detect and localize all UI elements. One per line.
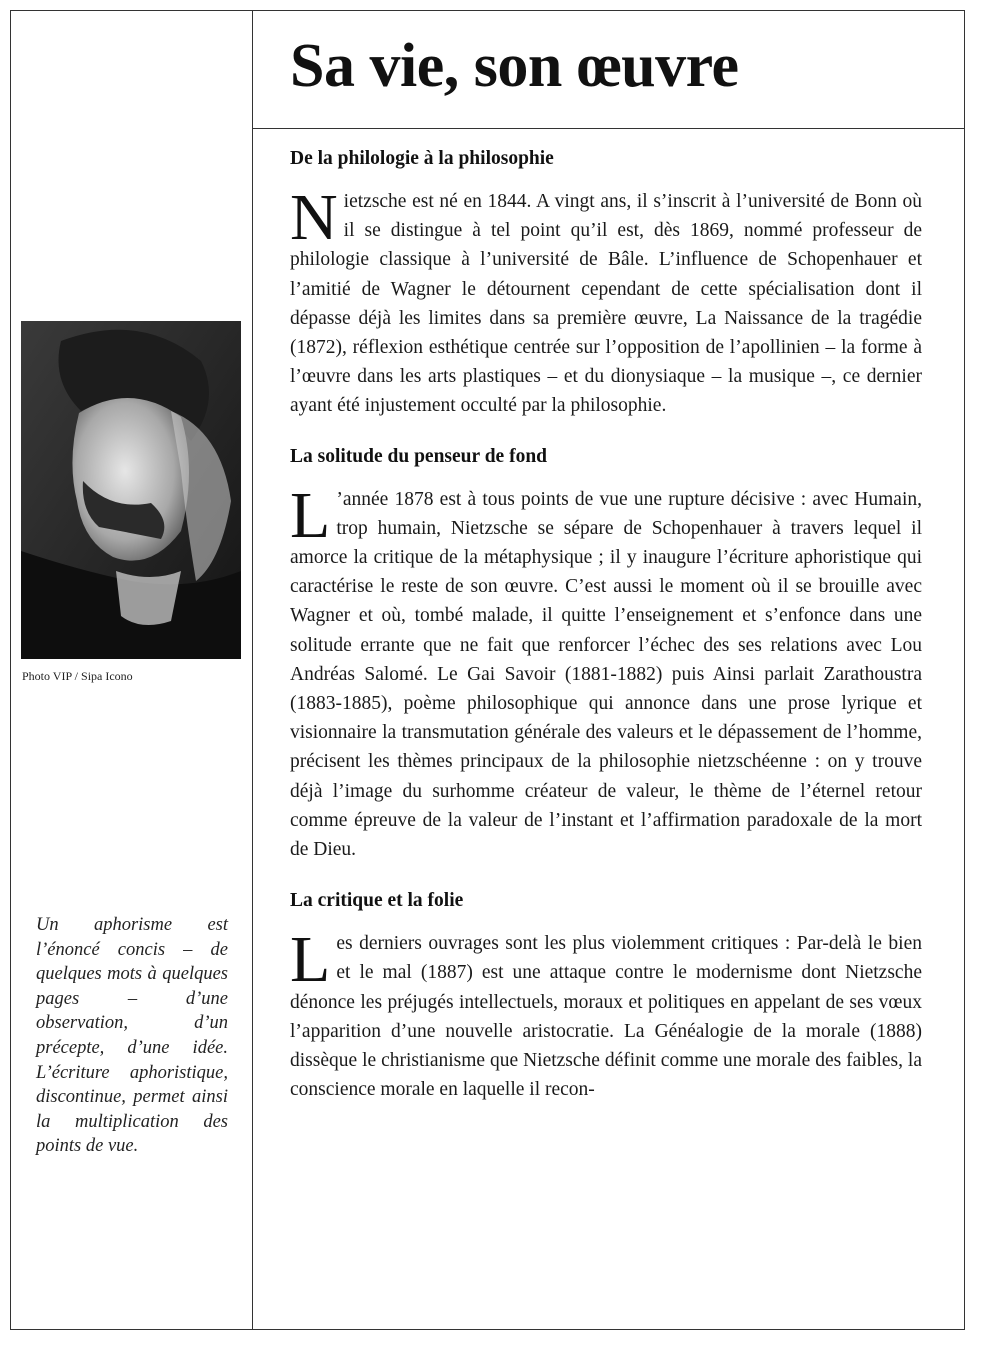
- section-heading: La solitude du penseur de fond: [290, 445, 548, 467]
- sidebar-note: Un aphorisme est l’énoncé concis – de quelques mots à quelques pages – d’une observation, d’un précepte, d’une idée. L’écriture aphoristique, discontinue, permet ainsi la multiplication des points de vue.: [36, 915, 228, 1157]
- body-text: ’année 1878 est à tous points de vue une rupture décisive : avec Humain, trop humain, Nietzsche se sépare de Schopenhauer à travers lequel il amorce la critique de la métaphysique ; il y inaugure l’écriture aphoristique qui caractérise le reste de son œuvre. C’est aussi le moment où il se brouille avec Wagner et où, tombé malade, il quitte l’enseignement et s’enfonce dans une solitude errante que ne fait que renforcer l’échec des ses relations avec Lou Andréas Salomé. Le Gai Savoir (1881-1882) puis Ainsi parlait Zarathoustra (1883-1885), poème philosophique qui annonce dans une prose lyrique et visionnaire la transmutation générale des valeurs et le dépassement de l’homme, précisent les thèmes principaux de la philosophie nietzschéenne : on y trouve déjà l’image du surhomme créateur de valeur, le thème de l’éternel retour comme épreuve de la valeur de l’instant et l’affirmation paradoxale de la mort de Dieu.: [290, 488, 922, 861]
- dropcap: L: [290, 478, 331, 552]
- photo-credit: Photo VIP / Sipa Icono: [22, 669, 133, 683]
- portrait-photo: [21, 321, 241, 659]
- body-text: ietzsche est né en 1844. A vingt ans, il s’inscrit à l’université de Bonn où il se distingue à tel point qu’il est, dès 1869, nommé professeur de philologie classique à l’université de Bâle. L’influence de Schopenhauer et l’amitié de Wagner le détournent cependant de cette spécialisation dont il dépasse déjà les limites dans sa première œuvre, La Naissance de la tragédie (1872), réflexion esthétique centrée sur l’opposition de l’apollinien – la forme à l’œuvre dans les arts plastiques – et du dionysiaque – la musique –, ce dernier ayant été injustement occulté par la philosophie.: [290, 191, 922, 417]
- section-body: [290, 478, 922, 865]
- page-title: Sa vie, son œuvre: [290, 32, 739, 100]
- section-heading: De la philologie à la philosophie: [290, 148, 554, 169]
- body-text: es derniers ouvrages sont les plus violemment critiques : Par-delà le bien et le mal (1887) est une attaque contre le modernisme dont Nietzsche dénonce les préjugés intellectuels, moraux et politiques en appelant de ses vœux l’apparition d’une nouvelle aristocratie. La Généalogie de la morale (1888) dissèque le christianisme que Nietzsche définit comme une morale des faibles, la conscience morale en laquelle il recon-: [290, 933, 922, 1101]
- portrait-illustration: [21, 321, 241, 659]
- section-heading: La critique et la folie: [290, 890, 464, 912]
- dropcap: N: [290, 181, 338, 254]
- dropcap: L: [290, 923, 331, 997]
- section-body: [290, 923, 922, 1104]
- section-body: [290, 181, 922, 421]
- title-rule: [252, 128, 965, 129]
- main-column: [290, 145, 922, 1104]
- column-divider: [252, 10, 253, 1330]
